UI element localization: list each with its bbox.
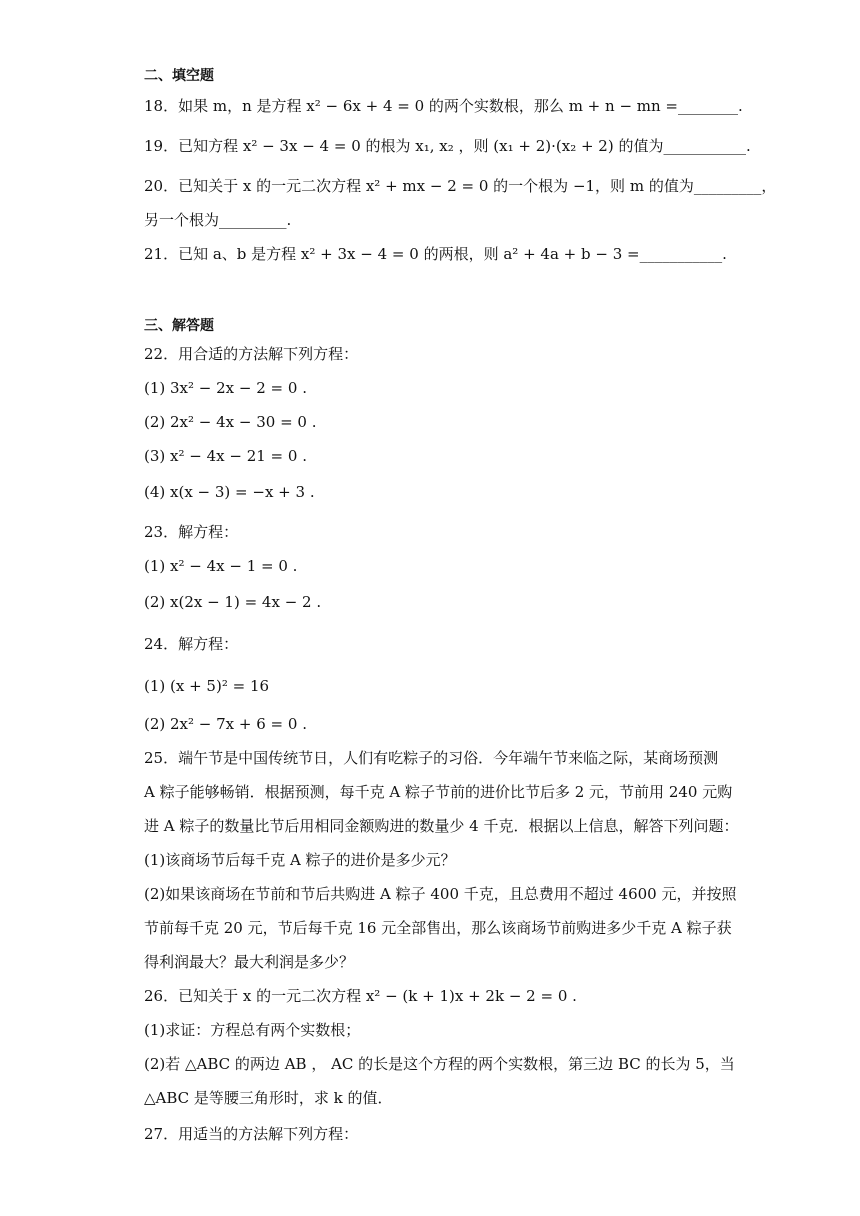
- question-26-part-2-line-1: (2)若 △ABC 的两边 AB ， AC 的长是这个方程的两个实数根，第三边 BC 的长为 5，当: [144, 1055, 735, 1073]
- question-22-part-1: (1) 3x² − 2x − 2 = 0 .: [144, 379, 307, 397]
- question-25-part-1: (1)该商场节后每千克 A 粽子的进价是多少元？: [144, 851, 456, 869]
- question-19: 19．已知方程 x² − 3x − 4 = 0 的根为 x₁, x₂ ，则 (x₁ + 2)·(x₂ + 2) 的值为___________.: [144, 137, 751, 155]
- question-23: 23．解方程：: [144, 523, 239, 541]
- question-25-line-1: 25．端午节是中国传统节日，人们有吃粽子的习俗．今年端午节来临之际，某商场预测: [144, 749, 719, 767]
- question-26: 26．已知关于 x 的一元二次方程 x² − (k + 1)x + 2k − 2 = 0 .: [144, 987, 577, 1005]
- question-18: 18．如果 m，n 是方程 x² − 6x + 4 = 0 的两个实数根，那么 m + n − mn =________.: [144, 97, 743, 115]
- question-20-line-1: 20．已知关于 x 的一元二次方程 x² + mx − 2 = 0 的一个根为 −1，则 m 的值为_________，: [144, 177, 777, 195]
- question-23-part-2: (2) x(2x − 1) = 4x − 2 .: [144, 593, 322, 611]
- question-20-line-2: 另一个根为_________.: [144, 211, 292, 229]
- question-22: 22．用合适的方法解下列方程：: [144, 345, 359, 363]
- question-24-part-2: (2) 2x² − 7x + 6 = 0 .: [144, 715, 307, 733]
- question-24-part-1: (1) (x + 5)² = 16: [144, 677, 270, 695]
- question-22-part-4: (4) x(x − 3) = −x + 3 .: [144, 483, 315, 501]
- question-22-part-3: (3) x² − 4x − 21 = 0 .: [144, 447, 307, 465]
- question-26-part-2-line-2: △ABC 是等腰三角形时，求 k 的值．: [144, 1089, 393, 1107]
- section-title-solve: 三、解答题: [144, 318, 214, 334]
- question-25-part-2-line-3: 得利润最大？最大利润是多少？: [144, 953, 355, 971]
- question-24: 24．解方程：: [144, 635, 239, 653]
- question-25-part-2-line-1: (2)如果该商场在节前和节后共购进 A 粽子 400 千克，且总费用不超过 4600 元，并按照: [144, 885, 737, 903]
- question-22-part-2: (2) 2x² − 4x − 30 = 0 .: [144, 413, 317, 431]
- question-25-line-3: 进 A 粽子的数量比节后用相同金额购进的数量少 4 千克．根据以上信息，解答下列问题：: [144, 817, 739, 835]
- section-title-fill-in: 二、填空题: [144, 68, 214, 84]
- question-25-line-2: A 粽子能够畅销．根据预测，每千克 A 粽子节前的进价比节后多 2 元，节前用 240 元购: [144, 783, 733, 801]
- question-26-part-1: (1)求证：方程总有两个实数根；: [144, 1021, 361, 1039]
- question-27: 27．用适当的方法解下列方程：: [144, 1125, 359, 1143]
- question-25-part-2-line-2: 节前每千克 20 元，节后每千克 16 元全部售出，那么该商场节前购进多少千克 A 粽子获: [144, 919, 732, 937]
- question-23-part-1: (1) x² − 4x − 1 = 0 .: [144, 557, 298, 575]
- question-21: 21．已知 a、b 是方程 x² + 3x − 4 = 0 的两根，则 a² + 4a + b − 3 =___________.: [144, 245, 727, 263]
